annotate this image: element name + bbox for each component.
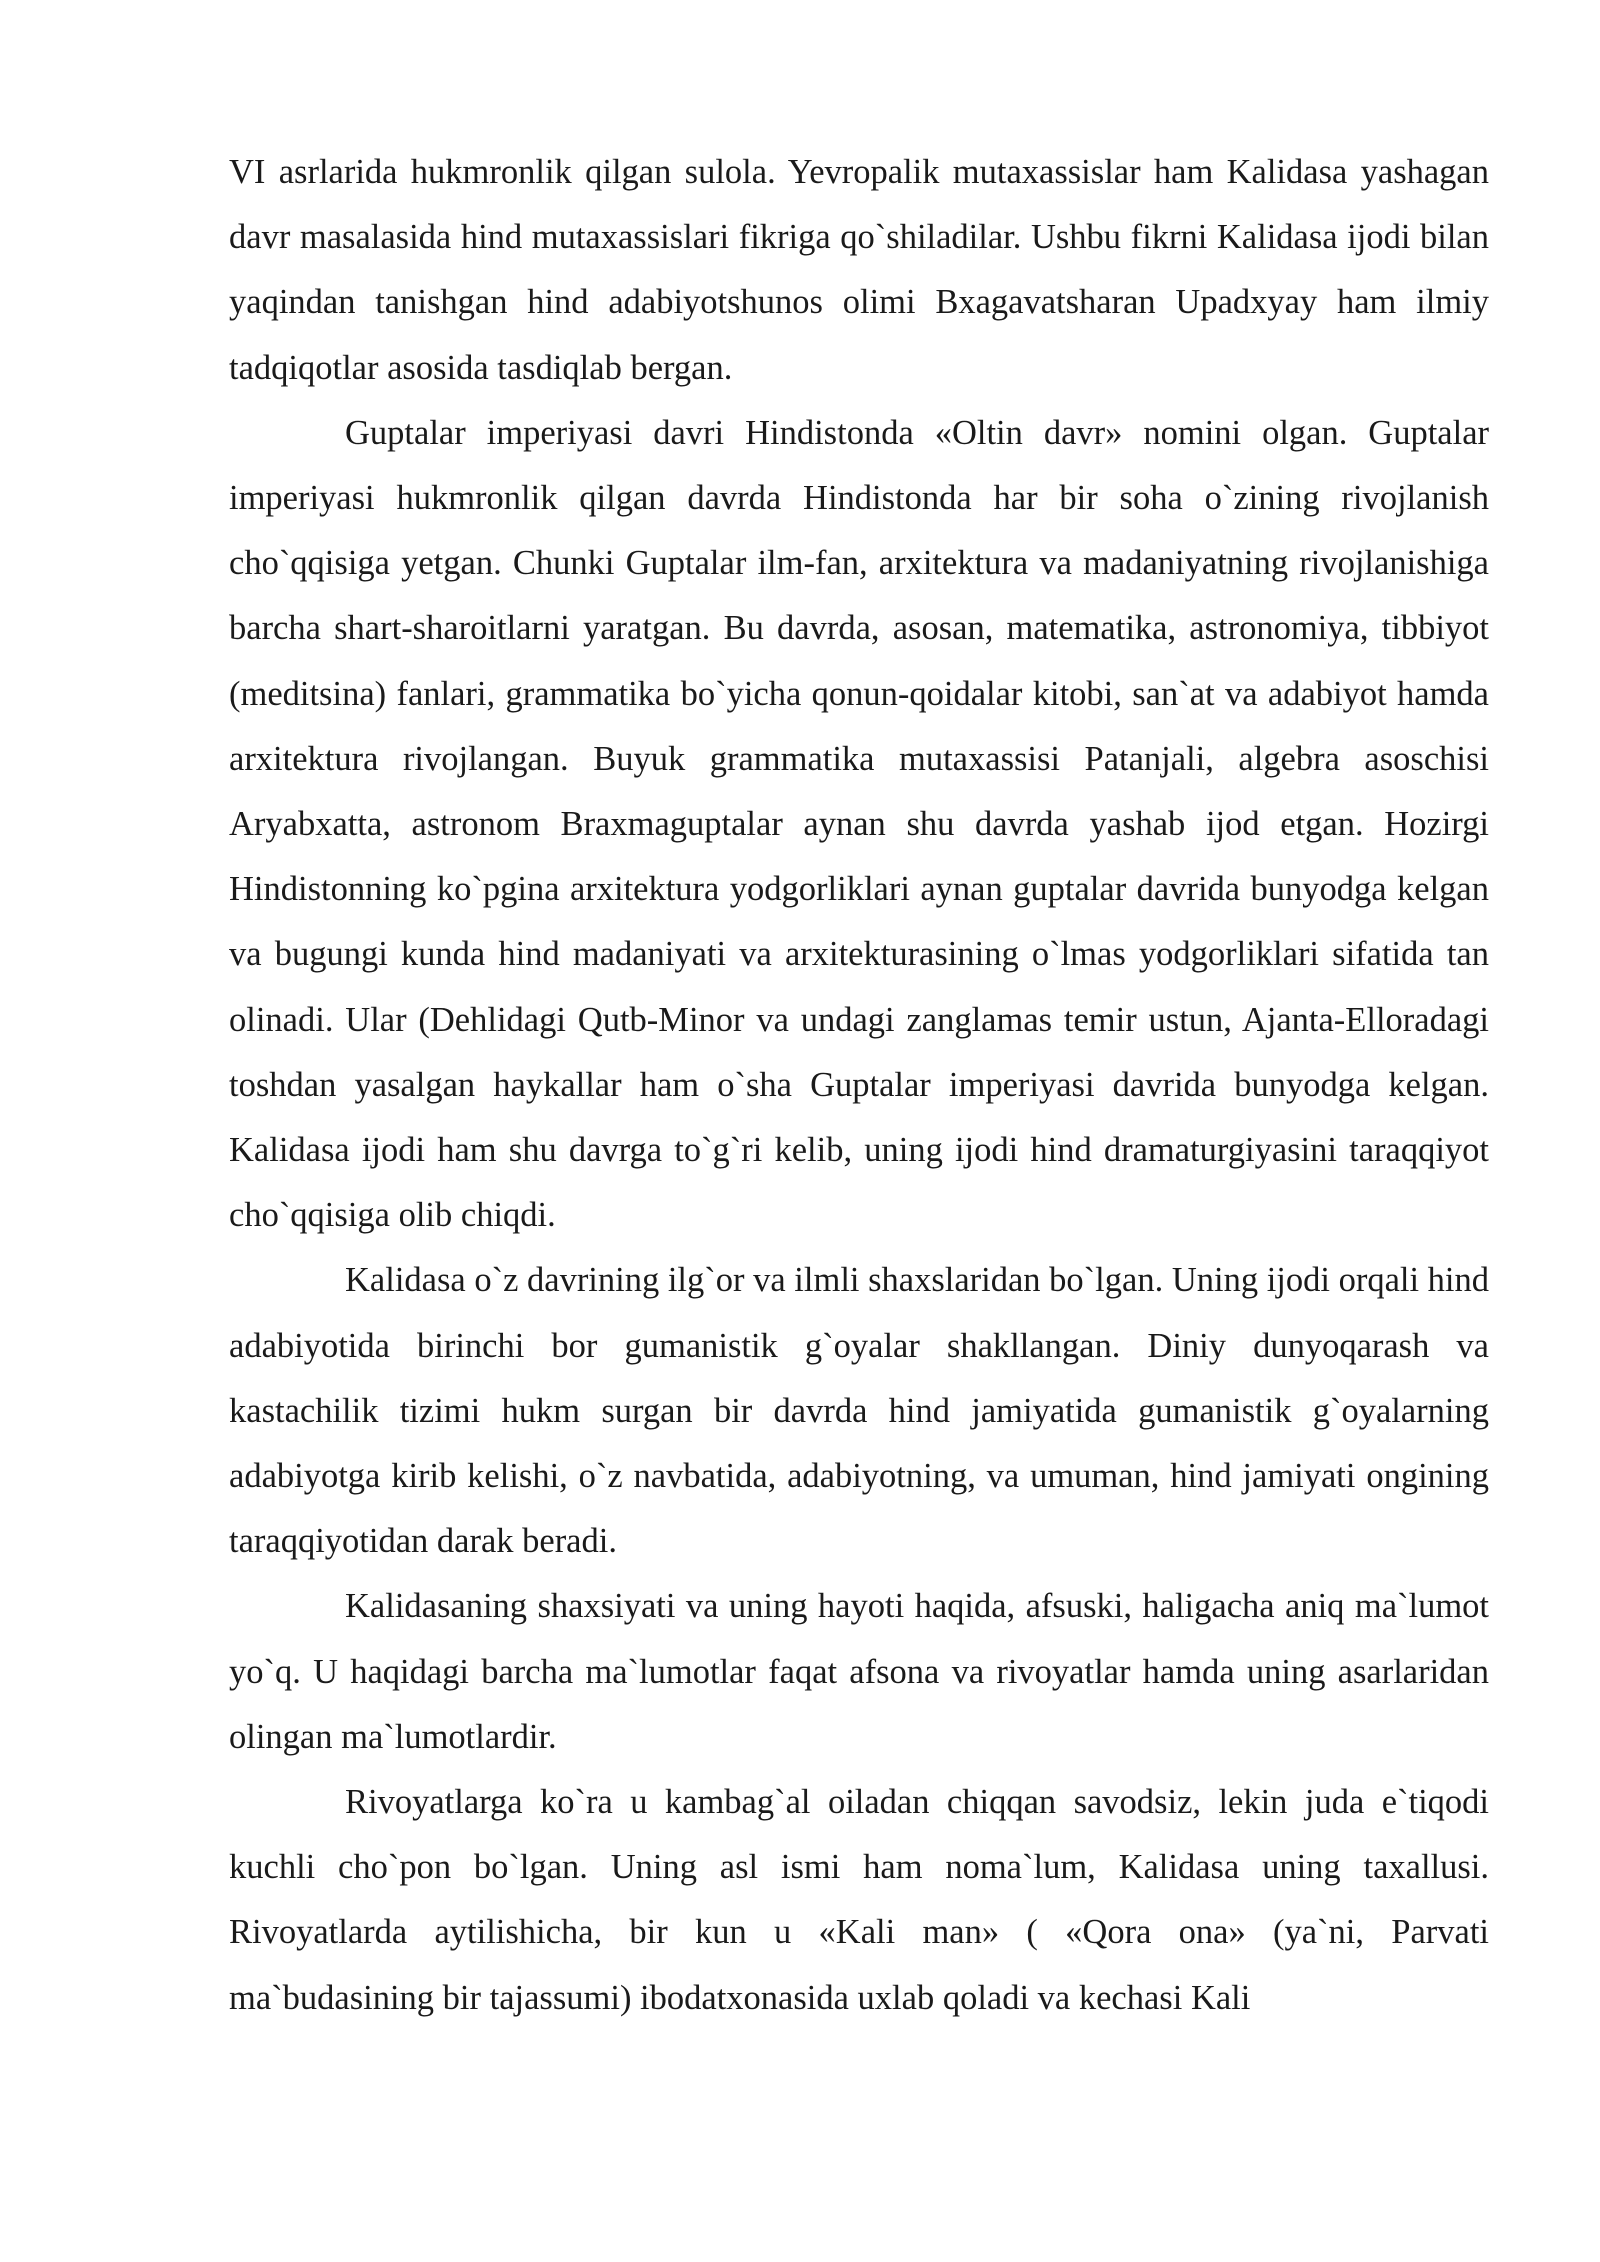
document-page: [229, 140, 1489, 2031]
paragraph-3: Kalidasa o`z davrining ilg`or va ilmli shaxslaridan bo`lgan. Uning ijodi orqali hind adabiyotida birinchi bor gumanistik g`oyalar shakllangan. Diniy dunyoqarash va kastachilik tizimi hukm surgan bir davrda hind jamiyatida gumanistik g`oyalarning adabiyotga kirib kelishi, o`z navbatida, adabiyotning, va umuman, hind jamiyati ongining taraqqiyotidan darak beradi.: [229, 1261, 1490, 1561]
paragraph-5: Rivoyatlarga ko`ra u kambag`al oiladan chiqqan savodsiz, lekin juda e`tiqodi kuchli cho`pon bo`lgan. Uning asl ismi ham noma`lum, Kalidasa uning taxallusi. Rivoyatlarda aytilishicha, bir kun u «Kali man» ( «Qora ona» (ya`ni, Parvati ma`budasining bir tajassumi) ibodatxonasida uxlab qoladi va kechasi Kali: [229, 1783, 1489, 2017]
paragraph-1: VI asrlarida hukmronlik qilgan sulola. Yevropalik mutaxassislar ham Kalidasa yashagan davr masalasida hind mutaxassislari fikriga qo`shiladilar. Ushbu fikrni Kalidasa ijodi bilan yaqindan tanishgan hind adabiyotshunos olimi Bxagavatsharan Upadxyay ham ilmiy tadqiqotlar asosida tasdiqlab bergan.: [229, 153, 1489, 387]
paragraph-4: Kalidasaning shaxsiyati va uning hayoti haqida, afsuski, haligacha aniq ma`lumot yo`q. U haqidagi barcha ma`lumotlar faqat afsona va rivoyatlar hamda uning asarlaridan olingan ma`lumotlardir.: [229, 1587, 1489, 1756]
paragraph-2: Guptalar imperiyasi davri Hindistonda «Oltin davr» nomini olgan. Guptalar imperiyasi hukmronlik qilgan davrda Hindistonda har bir soha o`zining rivojlanish cho`qqisiga yetgan. Chunki Guptalar ilm-fan, arxitektura va madaniyatning rivojlanishiga barcha shart-sharoitlarni yaratgan. Bu davrda, asosan, matematika, astronomiya, tibbiyot (meditsina) fanlari, grammatika bo`yicha qonun-qoidalar kitobi, san`at va adabiyot hamda arxitektura rivojlangan. Buyuk grammatika mutaxassisi Patanjali, algebra asoschisi Aryabxatta, astronom Braxmaguptalar aynan shu davrda yashab ijod etgan. Hozirgi Hindistonning ko`pgina arxitektura yodgorliklari aynan guptalar davrida bunyodga kelgan va bugungi kunda hind madaniyati va arxitekturasining o`lmas yodgorliklari sifatida tan olinadi. Ular (Dehlidagi Qutb-Minor va undagi zanglamas temir ustun, Ajanta-Elloradagi toshdan yasalgan haykallar ham o`sha Guptalar imperiyasi davrida bunyodga kelgan. Kalidasa ijodi ham shu davrga to`g`ri kelib, uning ijodi hind dramaturgiyasini taraqqiyot cho`qqisiga olib chiqdi.: [229, 413, 1489, 1235]
